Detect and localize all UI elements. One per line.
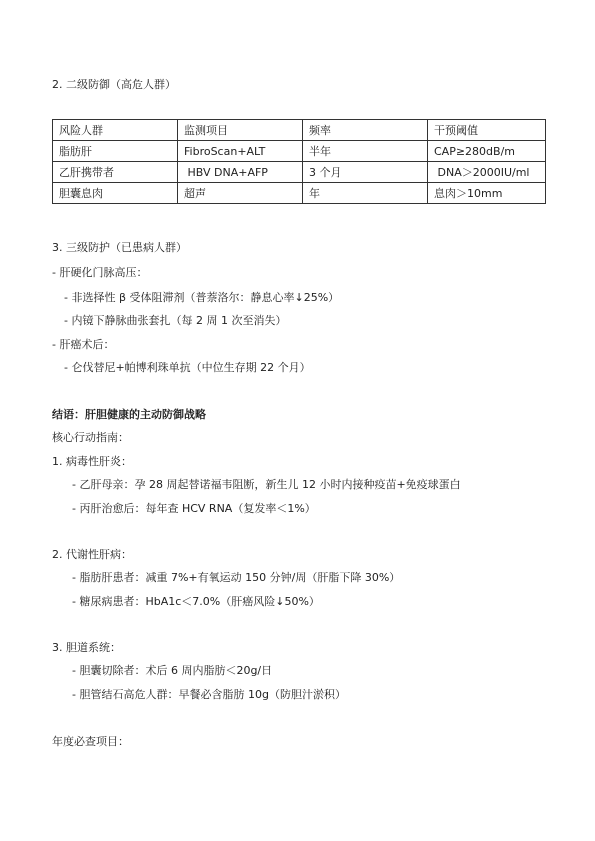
table-cell: DNA＞2000IU/ml (428, 162, 546, 183)
table-cell: 息肉＞10mm (428, 183, 546, 204)
list-item: - 非选择性 β 受体阻滞剂（普萘洛尔：静息心率↓25%） (64, 291, 340, 304)
list-item: - 内镜下静脉曲张套扎（每 2 周 1 次至消失） (64, 314, 287, 327)
table-cell: 年 (303, 183, 428, 204)
table-cell: 3 个月 (303, 162, 428, 183)
table-row (53, 183, 546, 204)
section2-heading: 2. 二级防御（高危人群） (52, 78, 176, 91)
list-item: - 胆管结石高危人群：早餐必含脂肪 10g（防胆汁淤积） (72, 688, 346, 701)
risk-monitoring-table (52, 119, 546, 204)
list-item: - 丙肝治愈后：每年查 HCV RNA（复发率＜1%） (72, 502, 316, 515)
list-item: - 脂肪肝患者：减重 7%+有氧运动 150 分钟/周（肝脂下降 30%） (72, 571, 401, 584)
point-heading: 3. 胆道系统： (52, 641, 121, 654)
table-cell: HBV DNA+AFP (178, 162, 303, 183)
table-cell: 胆囊息肉 (53, 183, 178, 204)
list-item: - 糖尿病患者：HbA1c＜7.0%（肝癌风险↓50%） (72, 595, 320, 608)
point-heading: 2. 代谢性肝病： (52, 548, 132, 561)
header-cell: 干预阈值 (428, 120, 546, 141)
table-cell: 乙肝携带者 (53, 162, 178, 183)
conclusion-intro: 核心行动指南： (52, 431, 129, 444)
header-cell: 风险人群 (53, 120, 178, 141)
group-title: - 肝硬化门脉高压： (52, 266, 148, 279)
header-cell: 监测项目 (178, 120, 303, 141)
section3-heading: 3. 三级防护（已患病人群） (52, 241, 187, 254)
annual-check-heading: 年度必查项目： (52, 735, 129, 748)
list-item: - 胆囊切除者：术后 6 周内脂肪＜20g/日 (72, 664, 273, 677)
table-header-row (53, 120, 546, 141)
table-cell: CAP≥280dB/m (428, 141, 546, 162)
table-cell: FibroScan+ALT (178, 141, 303, 162)
group-title: - 肝癌术后： (52, 338, 115, 351)
header-cell: 频率 (303, 120, 428, 141)
table-cell: 超声 (178, 183, 303, 204)
table-cell: 半年 (303, 141, 428, 162)
point-heading: 1. 病毒性肝炎： (52, 455, 132, 468)
list-item: - 仑伐替尼+帕博利珠单抗（中位生存期 22 个月） (64, 361, 311, 374)
conclusion-title: 结语：肝胆健康的主动防御战略 (52, 408, 206, 421)
table-row (53, 162, 546, 183)
table-row (53, 141, 546, 162)
list-item: - 乙肝母亲：孕 28 周起替诺福韦阻断，新生儿 12 小时内接种疫苗+免疫球蛋白 (72, 478, 461, 491)
table-cell: 脂肪肝 (53, 141, 178, 162)
